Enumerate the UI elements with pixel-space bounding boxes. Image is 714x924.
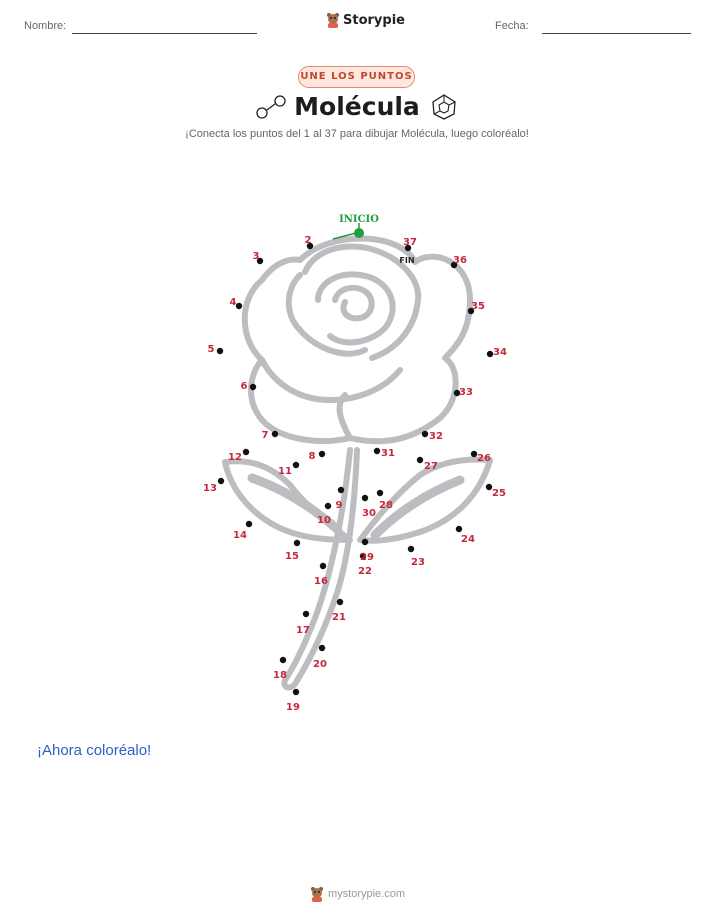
dot-27: [417, 457, 423, 463]
dot-label-9: 9: [335, 500, 343, 511]
dot-label-2: 2: [304, 235, 312, 246]
dot-31: [374, 448, 380, 454]
dot-label-34: 34: [493, 347, 507, 358]
dot-label-27: 27: [424, 461, 438, 472]
dot-14: [246, 521, 252, 527]
dot-label-22: 22: [358, 566, 372, 577]
dot-label-17: 17: [296, 625, 310, 636]
dot-10: [325, 503, 331, 509]
page-title: Molécula: [294, 92, 420, 121]
dot-4: [236, 303, 242, 309]
footer: [310, 886, 405, 902]
dot-11: [293, 462, 299, 468]
dot-label-12: 12: [228, 452, 242, 463]
dot-20: [319, 645, 325, 651]
end-label: FIN: [399, 256, 415, 265]
dot-label-28: 28: [379, 500, 393, 511]
brand-name: Storypie: [343, 12, 405, 28]
dot-label-20: 20: [313, 659, 327, 670]
dot-label-24: 24: [461, 534, 475, 545]
instructions: ¡Conecta los puntos del 1 al 37 para dibujar Molécula, luego coloréalo!: [185, 128, 529, 140]
dot-23: [408, 546, 414, 552]
dot-label-36: 36: [453, 255, 467, 266]
dot-label-33: 33: [459, 387, 473, 398]
dot-label-19: 19: [286, 702, 300, 713]
dot-label-8: 8: [308, 451, 316, 462]
activity-badge: UNE LOS PUNTOS: [298, 66, 415, 88]
date-label: Fecha:: [495, 20, 529, 32]
dot-13: [218, 478, 224, 484]
dot-28: [377, 490, 383, 496]
dot-label-37: 37: [403, 237, 417, 248]
dot-label-13: 13: [203, 483, 217, 494]
dot-9: [338, 487, 344, 493]
dot-label-6: 6: [240, 381, 248, 392]
color-prompt: ¡Ahora coloréalo!: [37, 742, 152, 759]
dot-30: [362, 495, 368, 501]
dot-16: [320, 563, 326, 569]
dot-label-21: 21: [332, 612, 346, 623]
dot-label-25: 25: [492, 488, 506, 499]
dot-32: [422, 431, 428, 437]
dot-29: [362, 539, 368, 545]
rose-outline: [225, 238, 490, 687]
dot-label-15: 15: [285, 551, 299, 562]
dot-label-29: 29: [360, 552, 374, 563]
dot-label-4: 4: [229, 297, 237, 308]
dot-17: [303, 611, 309, 617]
dot-5: [217, 348, 223, 354]
dot-label-30: 30: [362, 508, 376, 519]
dot-label-35: 35: [471, 301, 485, 312]
dot-7: [272, 431, 278, 437]
dot-label-23: 23: [411, 557, 425, 568]
dot-label-10: 10: [317, 515, 331, 526]
dot-8: [319, 451, 325, 457]
dot-18: [280, 657, 286, 663]
dot-label-14: 14: [233, 530, 247, 541]
dot-label-5: 5: [207, 344, 215, 355]
start-label: INICIO: [339, 214, 379, 225]
dot-label-32: 32: [429, 431, 443, 442]
dot-label-3: 3: [252, 251, 260, 262]
dot-15: [294, 540, 300, 546]
footer-url: mystorypie.com: [328, 888, 406, 900]
dot-label-18: 18: [273, 670, 287, 681]
dot-6: [250, 384, 256, 390]
dot-24: [456, 526, 462, 532]
dot-12: [243, 449, 249, 455]
dot-label-16: 16: [314, 576, 328, 587]
dot-21: [337, 599, 343, 605]
dot-19: [293, 689, 299, 695]
name-label: Nombre:: [24, 20, 67, 32]
bear-mascot-icon: [310, 886, 324, 902]
dot-label-31: 31: [381, 448, 395, 459]
dot-label-7: 7: [261, 430, 269, 441]
dot-label-26: 26: [477, 453, 491, 464]
dot-label-11: 11: [278, 466, 292, 477]
